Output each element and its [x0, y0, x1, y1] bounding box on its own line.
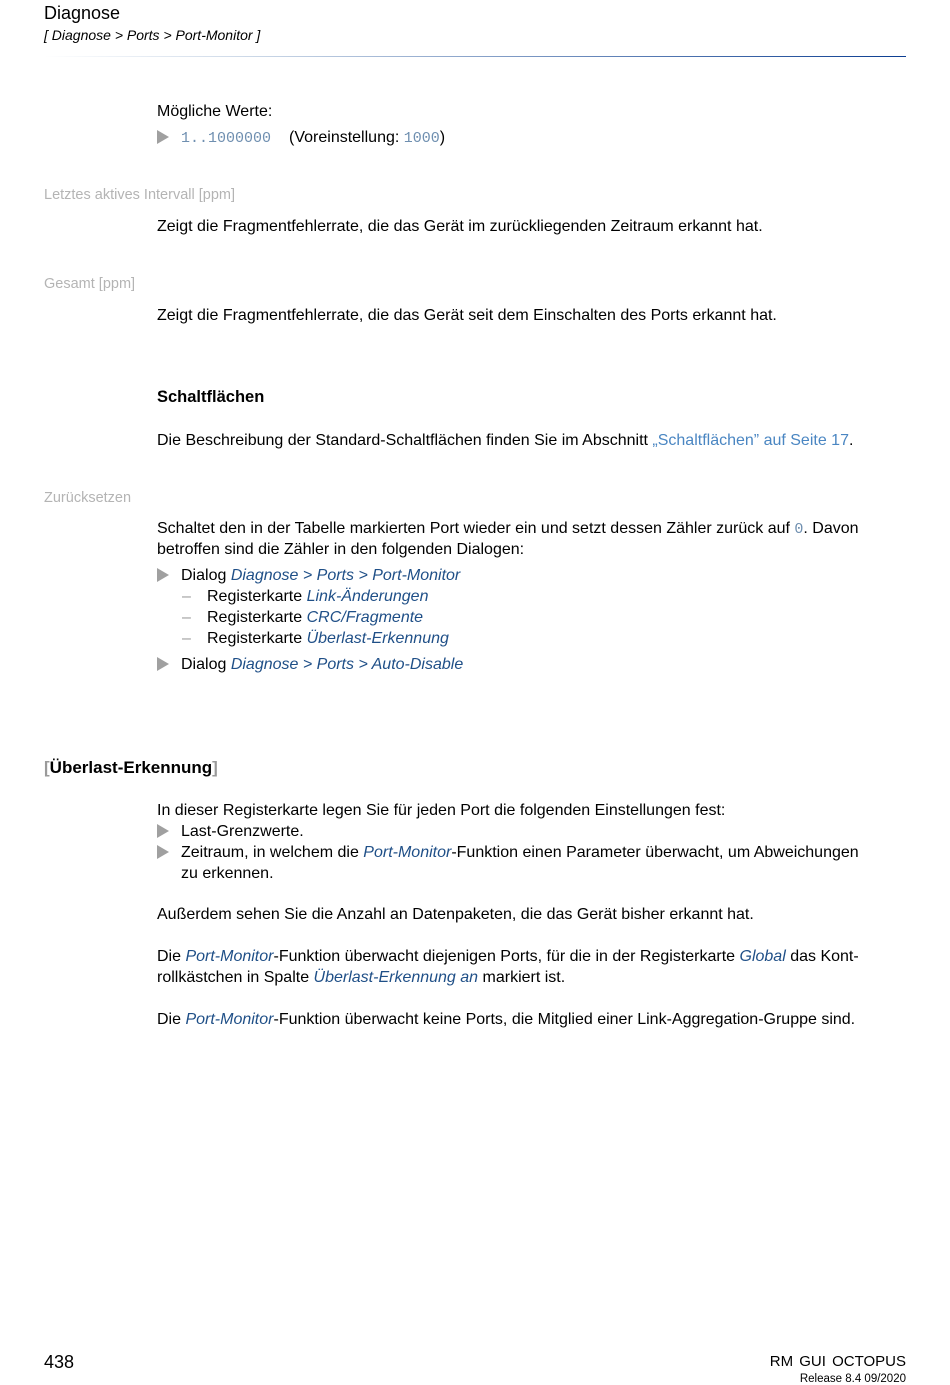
field-label-reset: Zurücksetzen	[44, 490, 132, 506]
default-suffix: )	[439, 129, 446, 146]
bullet-text: Last-Grenzwerte.	[181, 823, 304, 840]
bullet-triangle-icon	[157, 845, 169, 859]
footer-doc-title: RM GUI OCTOPUS	[769, 1353, 906, 1370]
para-text: Die	[157, 1011, 186, 1028]
link-overload-detection-on[interactable]: Überlast-Erkennung an	[313, 969, 479, 986]
buttons-description	[157, 430, 853, 451]
xref-link-buttons[interactable]: „Schaltflächen” auf Seite 17	[652, 432, 849, 449]
reset-tab-item-3	[182, 628, 449, 649]
para-text: markiert ist.	[478, 969, 566, 986]
para-text: -Funktion überwacht diejenigen Ports, für die in der Registerkarte	[273, 948, 740, 965]
default-prefix: (Voreinstellung:	[289, 129, 404, 146]
value-range: 1..1000000	[181, 130, 272, 147]
dialog-link-port-monitor[interactable]: Diagnose > Ports > Port-Monitor	[230, 567, 461, 584]
link-port-monitor[interactable]: Port-Monitor	[363, 844, 452, 861]
reset-tab-item-2	[182, 607, 423, 628]
field-label-last-interval: Letztes aktives Intervall [ppm]	[44, 187, 235, 203]
reset-description-line2: betroffen sind die Zähler in den folgenden Dialogen:	[157, 541, 525, 558]
bullet-triangle-icon	[157, 824, 169, 838]
page-number: 438	[44, 1352, 75, 1372]
reset-tab-item-1	[182, 586, 428, 607]
dash-icon: –	[182, 630, 191, 647]
dash-icon: –	[182, 609, 191, 626]
default-value: 1000	[403, 130, 440, 147]
para-text: rollkästchen in Spalte	[157, 969, 314, 986]
tab-link-link-changes[interactable]: Link-Änderungen	[306, 588, 429, 605]
dialog-prefix: Dialog	[181, 567, 231, 584]
tab-link-overload-detection[interactable]: Überlast-Erkennung	[306, 630, 449, 647]
tab-prefix: Registerkarte	[207, 630, 307, 647]
overload-bullet-1	[157, 821, 304, 842]
header-divider	[44, 56, 906, 57]
overload-para-2-line2	[157, 967, 565, 988]
overload-bullet-2-line2: zu erkennen.	[181, 865, 274, 882]
buttons-text-end: .	[848, 432, 854, 449]
buttons-heading: Schaltflächen	[157, 388, 265, 406]
tab-link-crc-fragments[interactable]: CRC/Fragmente	[306, 609, 424, 626]
reset-value: 0	[794, 521, 804, 538]
tab-prefix: Registerkarte	[207, 588, 307, 605]
dash-icon: –	[182, 588, 191, 605]
bullet-triangle-icon	[157, 568, 169, 582]
overload-para-2-line1	[157, 946, 859, 967]
bracket-open: [	[44, 758, 50, 777]
overload-para-1: Außerdem sehen Sie die Anzahl an Datenpaketen, die das Gerät bisher erkannt hat.	[157, 906, 754, 923]
section-title: Überlast-Erkennung	[49, 758, 213, 777]
field-description-total: Zeigt die Fragmentfehlerrate, die das Gerät seit dem Einschalten des Ports erkannt hat.	[157, 307, 777, 324]
possible-values-label: Mögliche Werte:	[157, 103, 273, 120]
overload-intro: In dieser Registerkarte legen Sie für jeden Port die folgenden Einstellungen fest:	[157, 802, 726, 819]
bullet-text: Zeitraum, in welchem die	[181, 844, 364, 861]
overload-para-3	[157, 1009, 855, 1030]
reset-dialog-item-2	[157, 654, 463, 675]
bracket-close: ]	[212, 758, 218, 777]
section-heading-overload	[44, 758, 218, 778]
reset-dialog-item-1	[157, 565, 460, 586]
reset-description-line1	[157, 518, 859, 540]
link-global[interactable]: Global	[739, 948, 786, 965]
buttons-text: Die Beschreibung der Standard-Schaltflächen finden Sie im Abschnitt	[157, 432, 653, 449]
reset-text: Schaltet den in der Tabelle markierten Port wieder ein und setzt dessen Zähler zurück auf	[157, 520, 795, 537]
overload-bullet-2	[157, 842, 859, 863]
bullet-triangle-icon	[157, 657, 169, 671]
dialog-prefix: Dialog	[181, 656, 231, 673]
bullet-text-end: -Funktion einen Parameter überwacht, um Abweichungen	[451, 844, 859, 861]
para-text: Die	[157, 948, 186, 965]
para-text: -Funktion überwacht keine Ports, die Mitglied einer Link-Aggregation-Gruppe sind.	[273, 1011, 856, 1028]
tab-prefix: Registerkarte	[207, 609, 307, 626]
reset-text-end: . Davon	[803, 520, 859, 537]
page-header-title: Diagnose	[44, 3, 121, 23]
field-description-last-interval: Zeigt die Fragmentfehlerrate, die das Gerät im zurückliegenden Zeitraum erkannt hat.	[157, 218, 763, 235]
possible-values-item	[157, 127, 445, 149]
bullet-triangle-icon	[157, 130, 169, 144]
breadcrumb: [ Diagnose > Ports > Port-Monitor ]	[44, 27, 261, 43]
field-label-total: Gesamt [ppm]	[44, 276, 136, 292]
link-port-monitor[interactable]: Port-Monitor	[185, 948, 274, 965]
footer-release: Release 8.4 09/2020	[799, 1373, 906, 1385]
para-text: das Kont-	[785, 948, 859, 965]
link-port-monitor[interactable]: Port-Monitor	[185, 1011, 274, 1028]
dialog-link-auto-disable[interactable]: Diagnose > Ports > Auto-Disable	[230, 656, 464, 673]
